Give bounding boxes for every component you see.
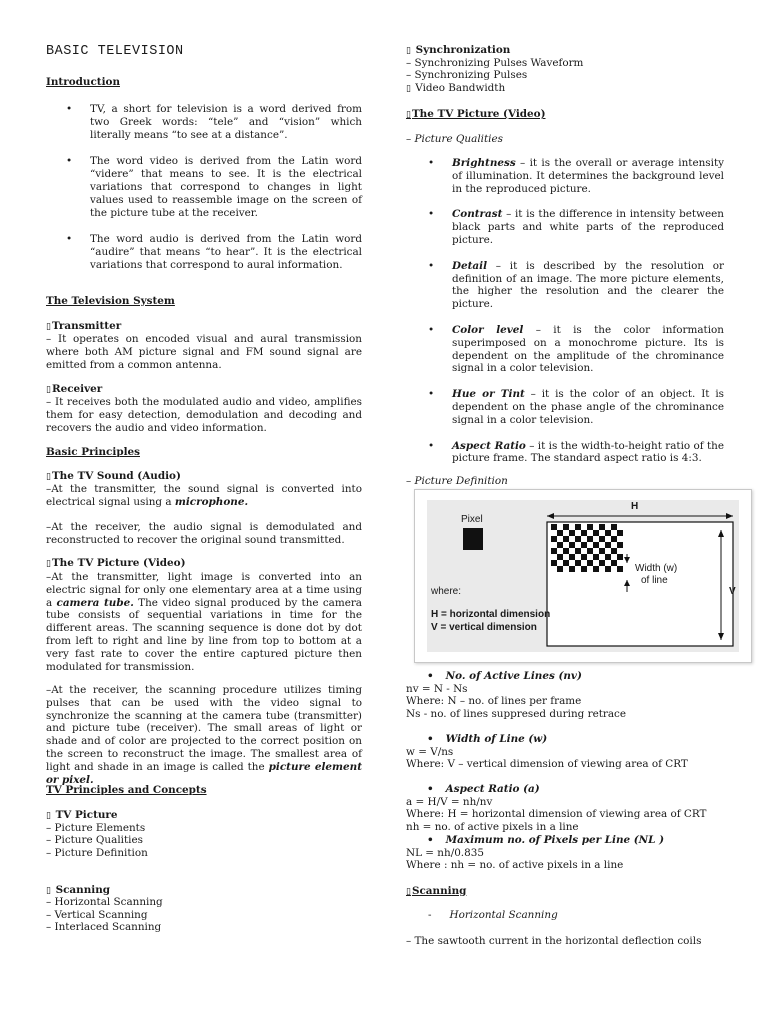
checker-cell [569,554,575,560]
checker-cell [569,530,575,536]
picture-qualities-label: – Picture Qualities [406,133,503,145]
checker-cell [569,566,575,572]
checker-cell [617,530,623,536]
receiver-title: ▯Receiver [46,383,103,395]
checker-cell [575,560,581,566]
transmitter-title: ▯Transmitter [46,320,122,332]
aspect-ratio-title: • Aspect Ratio (a) [427,783,540,795]
checker-cell [557,530,563,536]
checker-cell [617,554,623,560]
scanning-subtitle: ▯ Scanning [46,884,111,896]
formula-line: Where: H = horizontal dimension of viewing area of CRT [406,808,707,820]
checker-cell [611,524,617,530]
list-item: ▯ Video Bandwidth [406,82,506,94]
box-glyph-icon: ▯ [46,322,51,332]
checker-cell [617,542,623,548]
v-label: V [729,586,736,597]
transmitter-text: – It operates on encoded visual and aural transmission where both AM picture signal and FM sound signal are emitted from a common antenna. [46,333,362,371]
checker-cell [551,536,557,542]
h-label: H [631,501,639,512]
checker-cell [587,560,593,566]
box-glyph-icon: ▯ [46,559,51,569]
pixel-label: Pixel [461,514,483,525]
list-item: • Hue or Tint – it is the color of an object. It is dependent on the phase angle of the chrominance signal in a color television. [428,388,725,426]
scanning-heading: ▯Scanning [406,885,467,897]
tv-picture-p1: –At the transmitter, light image is converted into an electric signal for only one elementary area at a time using a camera tube. The video signal produced by the camera tube consists of sequential variations in time for the different areas. The scanning sequence is done dot by dot from left to right and line by line from top to bottom at a very fast rate to cover the entire captured picture then modulated for transmission. [46,571,363,673]
picture-definition-figure [414,489,752,663]
list-item: – Picture Definition [46,847,148,859]
checker-cell [599,548,605,554]
checker-cell [593,566,599,572]
formula-line: Where : nh = no. of active pixels in a line [406,859,624,871]
checker-cell [593,530,599,536]
checker-cell [563,536,569,542]
checker-cell [551,560,557,566]
checker-cell [581,530,587,536]
checker-cell [569,542,575,548]
checker-cell [575,548,581,554]
checker-cell [563,548,569,554]
formula-line: a = H/V = nh/nv [406,796,493,808]
tv-system-heading: The Television System [46,295,175,307]
figure-panel [427,500,739,652]
tv-picture-title: ▯The TV Picture (Video) [46,557,186,569]
h-arrow-left-head [547,513,554,519]
formula-line: NL = nh/0.835 [406,847,484,859]
formula-line: Ns - no. of lines suppresed during retrace [406,708,627,720]
checker-cell [593,554,599,560]
checker-cell [563,560,569,566]
box-glyph-icon: ▯ [406,110,411,120]
checker-cell [557,542,563,548]
checker-cell [593,542,599,548]
width-label: Width (w) of line [635,563,678,586]
tv-picture-video-heading: ▯The TV Picture (Video) [406,108,546,120]
box-glyph-icon: ▯ [46,886,51,896]
formula-line: w = V/ns [406,746,454,758]
principles-concepts-heading: TV Principles and Concepts [46,784,207,796]
list-item: • Detail – it is described by the resolution or definition of an image. The more picture elements, the higher the resolution and the clearer the picture. [428,259,724,311]
box-glyph-icon: ▯ [46,385,51,395]
list-item: – Synchronizing Pulses [406,69,528,81]
list-item: • Color level – it is the color information superimposed on a monochrome picture. Its is dependent on the amplitude of the chrominance signal in a color television. [428,323,724,375]
checker-cell [575,524,581,530]
h-definition: H = horizontal dimension [431,609,551,620]
list-item: – Picture Elements [46,822,146,834]
checker-cell [605,566,611,572]
checker-cell [551,524,557,530]
receiver-text: – It receives both the modulated audio and video, amplifies them for easy detection, demodulation and decoding and recovers the audio and video information. [46,396,362,434]
checker-cell [587,536,593,542]
box-glyph-icon: ▯ [406,46,411,56]
tv-sound-p1: –At the transmitter, the sound signal is converted into electrical signal using a microphone. [46,483,362,508]
list-item: – Synchronizing Pulses Waveform [406,57,584,69]
list-item: – Picture Qualities [46,834,143,846]
where-label: where: [431,586,462,597]
list-item: – Vertical Scanning [46,909,148,921]
list-item: – Horizontal Scanning [46,896,163,908]
sawtooth-line: – The sawtooth current in the horizontal deflection coils [406,935,702,947]
list-item: • The word video is derived from the Latin word “videre” that means to see. It is the electrical variations that correspond to changes in light values used to reassemble image on the screen of the picture tube at the receiver. [66,155,362,219]
checker-cell [617,566,623,572]
document-title: BASIC TELEVISION [46,44,184,59]
intro-list [66,103,362,272]
box-glyph-icon: ▯ [406,84,411,94]
active-lines-title: • No. of Active Lines (nv) [427,670,582,682]
checker-cell [581,566,587,572]
checker-cell [557,554,563,560]
checker-cell [587,548,593,554]
introduction-heading: Introduction [46,76,120,88]
list-item: • Aspect Ratio – it is the width-to-height ratio of the picture frame. The standard aspect ratio is 4:3. [428,439,724,465]
tv-picture-p2: –At the receiver, the scanning procedure utilizes timing pulses that can be used with the video signal to synchronize the scanning at the camera tube (transmitter) and picture tube (receiver). The small areas of light or shade and of color are projected to the correct position on the screen to reconstruct the image. The smallest area of light and shade in an image is called the picture element or pixel. [46,684,362,786]
box-glyph-icon: ▯ [46,811,51,821]
checker-cell [581,554,587,560]
formula-line: Where: V – vertical dimension of viewing area of CRT [406,758,688,770]
sync-title: ▯ Synchronization [406,44,511,56]
list-item: – Interlaced Scanning [46,921,162,933]
qualities-list [428,157,725,465]
checker-cell [581,542,587,548]
formula-line: nv = N - Ns [406,683,468,695]
checker-cell [563,524,569,530]
tv-picture-subtitle: ▯ TV Picture [46,809,118,821]
box-glyph-icon: ▯ [46,472,51,482]
checker-cell [611,560,617,566]
checker-cell [599,536,605,542]
checker-cell [599,524,605,530]
checker-cell [551,548,557,554]
v-definition: V = vertical dimension [431,622,537,633]
checker-cell [575,536,581,542]
tv-sound-title: ▯The TV Sound (Audio) [46,470,181,482]
formula-line: Where: N – no. of lines per frame [406,695,582,707]
formula-line: nh = no. of active pixels in a line [406,821,579,833]
horizontal-scanning-item: - Horizontal Scanning [428,909,558,921]
basic-principles-heading: Basic Principles [46,446,140,458]
checker-cell [599,560,605,566]
list-item: • TV, a short for television is a word derived from two Greek words: “tele” and “vision” which literally means “to see at a distance”. [66,103,362,141]
h-arrow-right-head [726,513,733,519]
picture-definition-label: – Picture Definition [406,475,508,487]
list-item: • Contrast – it is the difference in intensity between black parts and white parts of the reproduced picture. [428,208,724,246]
pixel-square [463,528,483,550]
checker-cell [557,566,563,572]
checker-cell [587,524,593,530]
max-pixels-title: • Maximum no. of Pixels per Line (NL ) [427,834,664,846]
checker-cell [611,536,617,542]
checker-cell [611,548,617,554]
list-item: • Brightness – it is the overall or average intensity of illumination. It determines the background level in the reproduced picture. [428,157,724,195]
tv-sound-p2: –At the receiver, the audio signal is demodulated and reconstructed to recover the original sound transmitted. [46,521,362,546]
box-glyph-icon: ▯ [406,887,411,897]
list-item: • The word audio is derived from the Latin word “audire” that means “to hear”. It is the electrical variations that correspond to aural information. [66,233,362,271]
checker-cell [605,530,611,536]
checker-cell [605,542,611,548]
checker-cell [605,554,611,560]
width-line-title: • Width of Line (w) [427,733,548,745]
